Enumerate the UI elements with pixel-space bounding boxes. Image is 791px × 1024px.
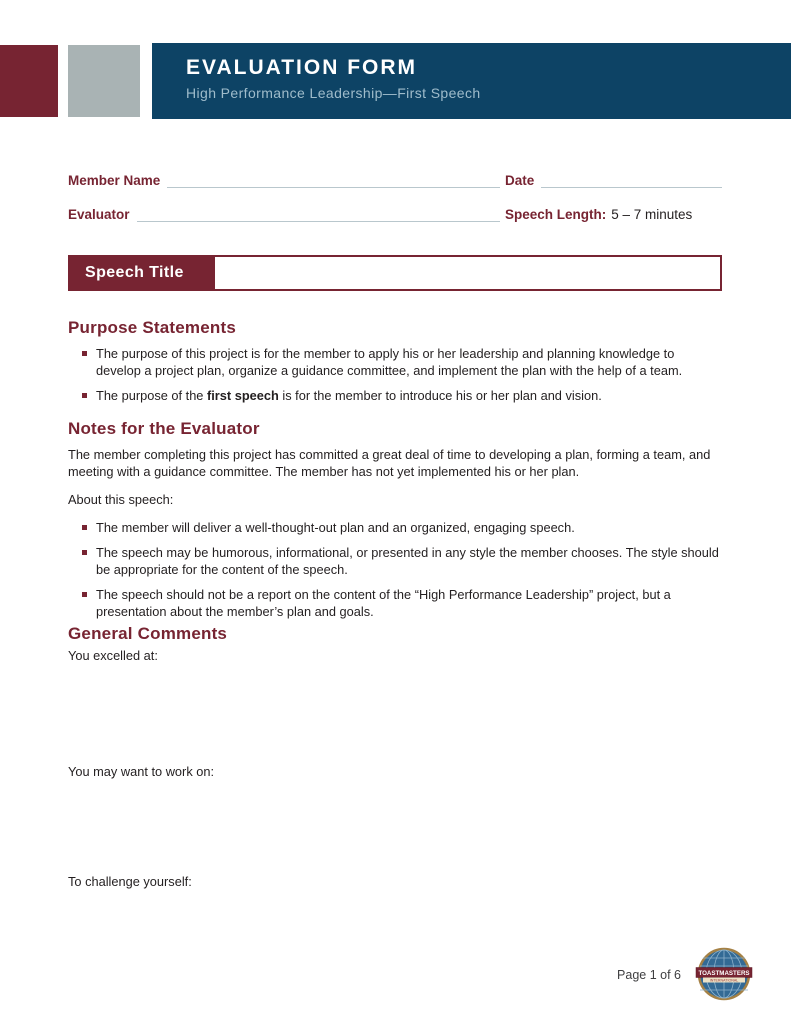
speech-title-input[interactable] <box>215 257 720 289</box>
evaluator-label: Evaluator <box>68 207 130 222</box>
purpose-bullet-2-bold: first speech <box>206 388 279 403</box>
speech-title-box <box>68 255 722 291</box>
date-label: Date <box>505 173 535 188</box>
list-item <box>82 544 722 578</box>
purpose-bullet-1: The purpose of this project is for the member to apply his or her leadership and planning knowledge to develop a project plan, organize a guidance committee, and implement the plan with the help of a team. <box>96 346 683 378</box>
field-row-2 <box>68 204 722 222</box>
list-item <box>82 387 722 404</box>
about-this-speech-label: About this speech: <box>68 492 174 507</box>
date-input[interactable] <box>541 173 722 188</box>
field-row-1 <box>68 170 722 188</box>
page-footer <box>617 946 753 1004</box>
evaluator-input[interactable] <box>137 207 500 222</box>
excelled-at-prompt: You excelled at: <box>68 648 158 663</box>
challenge-yourself-prompt: To challenge yourself: <box>68 874 192 889</box>
notes-bullet-1: The member will deliver a well-thought-out plan and an organized, engaging speech. <box>96 520 575 535</box>
purpose-bullet-2-pre: The purpose of the <box>96 388 207 403</box>
gray-square-decoration <box>68 45 140 117</box>
notes-bullet-3: The speech should not be a report on the content of the “High Performance Leadership” project, but a presentation about the member’s plan and goals. <box>96 587 671 619</box>
speech-title-label: Speech Title <box>70 257 215 289</box>
notes-for-evaluator-heading: Notes for the Evaluator <box>68 419 260 438</box>
purpose-bullet-list <box>68 345 722 404</box>
maroon-square-decoration <box>0 45 58 117</box>
notes-paragraph: The member completing this project has committed a great deal of time to developing a plan, forming a team, and meeting with a guidance committee. The member has not yet implemented his or her plan. <box>68 447 711 479</box>
form-subtitle: High Performance Leadership—First Speech <box>186 85 481 101</box>
work-on-writing-area[interactable] <box>68 784 722 879</box>
bullet-square-icon <box>82 351 87 356</box>
list-item <box>82 345 722 379</box>
purpose-statements-heading: Purpose Statements <box>68 318 236 337</box>
notes-bullet-list <box>68 519 722 620</box>
logo-subbanner-text: INTERNATIONAL <box>709 978 739 983</box>
bullet-square-icon <box>82 592 87 597</box>
header-band <box>0 43 791 119</box>
bullet-square-icon <box>82 550 87 555</box>
form-title: EVALUATION FORM <box>186 56 418 79</box>
page-indicator: Page 1 of 6 <box>617 968 681 982</box>
form-fields <box>68 170 722 238</box>
bullet-square-icon <box>82 525 87 530</box>
excelled-at-writing-area[interactable] <box>68 668 722 763</box>
purpose-bullet-2 <box>96 387 722 404</box>
sections <box>68 318 722 628</box>
speech-length-value: 5 – 7 minutes <box>611 207 693 222</box>
notes-bullet-2: The speech may be humorous, informational, or presented in any style the member chooses. The style should be appropriate for the content of the speech. <box>96 545 719 577</box>
list-item <box>82 519 722 536</box>
header-blue-bar <box>152 43 791 119</box>
general-comments-heading: General Comments <box>68 624 228 643</box>
logo-banner-text: TOASTMASTERS <box>698 970 750 977</box>
challenge-yourself-writing-area[interactable] <box>68 894 722 954</box>
speech-length-label: Speech Length: <box>505 207 607 222</box>
list-item <box>82 586 722 620</box>
member-name-input[interactable] <box>167 173 500 188</box>
toastmasters-logo-icon <box>695 946 753 1004</box>
bullet-square-icon <box>82 393 87 398</box>
work-on-prompt: You may want to work on: <box>68 764 215 779</box>
member-name-label: Member Name <box>68 173 161 188</box>
purpose-bullet-2-post: is for the member to introduce his or her plan and vision. <box>278 388 602 403</box>
